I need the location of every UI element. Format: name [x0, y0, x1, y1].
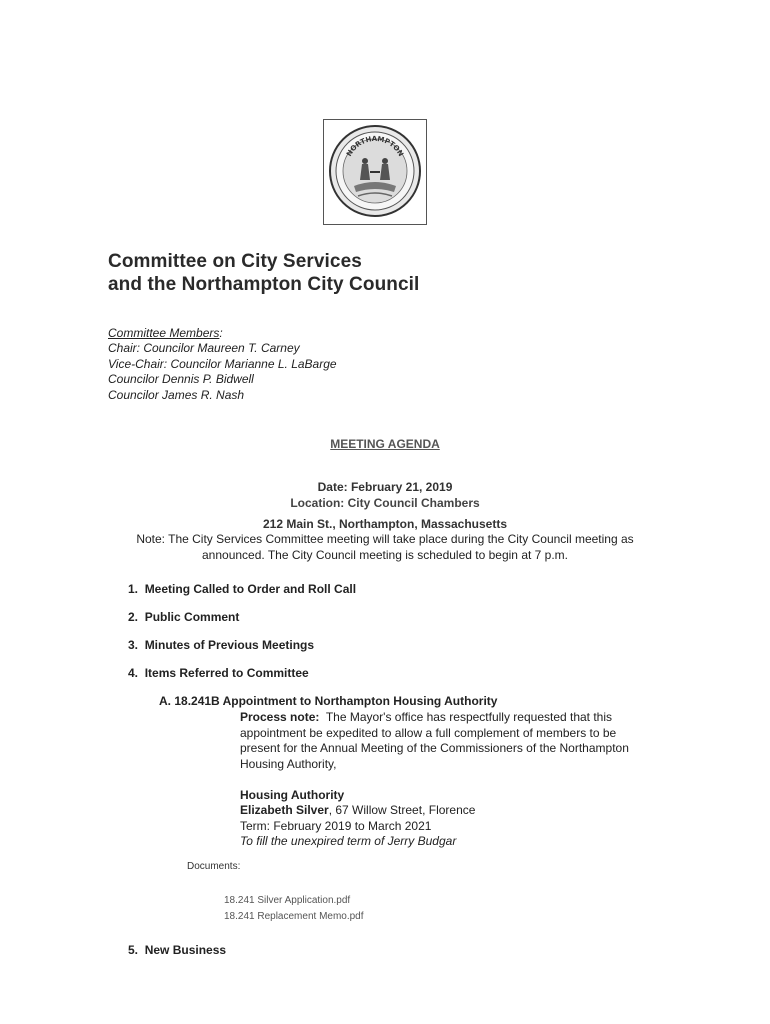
process-note-line-1 [240, 710, 612, 724]
appointee-line [240, 803, 475, 817]
sub-item-letter: A. [159, 694, 171, 708]
agenda-item-1 [128, 582, 356, 596]
agenda-item-3 [128, 638, 314, 652]
member-vice-chair: Vice-Chair: Councilor Marianne L. LaBarge [108, 357, 337, 371]
document-link-replacement-memo[interactable]: 18.241 Replacement Memo.pdf [224, 911, 364, 922]
meeting-agenda-heading: MEETING AGENDA [330, 437, 440, 451]
agenda-item-number: 5. [128, 943, 139, 957]
meeting-address: 212 Main St., Northampton, Massachusetts [262, 517, 508, 531]
sub-item-a-title [159, 694, 497, 708]
meeting-date: Date: February 21, 2019 [317, 480, 453, 494]
appointment-term: Term: February 2019 to March 2021 [240, 819, 432, 833]
meeting-location: Location: City Council Chambers [290, 496, 480, 510]
agenda-item-label: Items Referred to Committee [144, 666, 309, 680]
process-note-text: The Mayor's office has respectfully requested that this [325, 710, 613, 724]
document-link-silver-application[interactable]: 18.241 Silver Application.pdf [224, 895, 351, 906]
committee-members-label-colon: : [219, 326, 223, 340]
meeting-note-line-1: Note: The City Services Committee meeting will take place during the City Council meeting as [136, 532, 634, 546]
agenda-item-5 [128, 943, 226, 957]
member-chair: Chair: Councilor Maureen T. Carney [108, 341, 300, 355]
agenda-item-number: 2. [128, 610, 139, 624]
agenda-item-label: Meeting Called to Order and Roll Call [144, 582, 357, 596]
agenda-item-label: New Business [144, 943, 227, 957]
page-title-line-2: and the Northampton City Council [108, 274, 420, 295]
agenda-item-number: 4. [128, 666, 139, 680]
documents-label: Documents: [187, 861, 241, 872]
committee-members-label [108, 326, 223, 340]
city-seal [323, 119, 427, 225]
agenda-item-2 [128, 610, 239, 624]
member-bidwell: Councilor Dennis P. Bidwell [108, 372, 254, 386]
agenda-item-number: 1. [128, 582, 139, 596]
sub-item-title: 18.241B Appointment to Northampton Housing Authority [174, 694, 498, 708]
svg-text:NORTHAMPTON: NORTHAMPTON [345, 134, 405, 158]
member-nash: Councilor James R. Nash [108, 388, 245, 402]
process-note-label: Process note: [240, 710, 320, 724]
agenda-item-label: Public Comment [144, 610, 240, 624]
process-note-line-4: Housing Authority, [240, 757, 337, 771]
agenda-item-label: Minutes of Previous Meetings [144, 638, 315, 652]
agenda-item-number: 3. [128, 638, 139, 652]
meeting-note-line-2: announced. The City Council meeting is scheduled to begin at 7 p.m. [202, 548, 568, 562]
process-note-line-3: present for the Annual Meeting of the Commissioners of the Northampton [240, 741, 629, 755]
committee-members-label-text: Committee Members [108, 326, 220, 340]
appointee-address: , 67 Willow Street, Florence [328, 803, 476, 817]
appointee-name: Elizabeth Silver [240, 803, 329, 817]
housing-authority-heading: Housing Authority [240, 788, 345, 802]
city-seal-icon [324, 120, 426, 224]
page-title-line-1: Committee on City Services [108, 251, 362, 272]
agenda-item-4 [128, 666, 309, 680]
unexpired-term-note: To fill the unexpired term of Jerry Budgar [240, 834, 457, 848]
process-note-line-2: appointment be expedited to allow a full complement of members to be [240, 726, 617, 740]
